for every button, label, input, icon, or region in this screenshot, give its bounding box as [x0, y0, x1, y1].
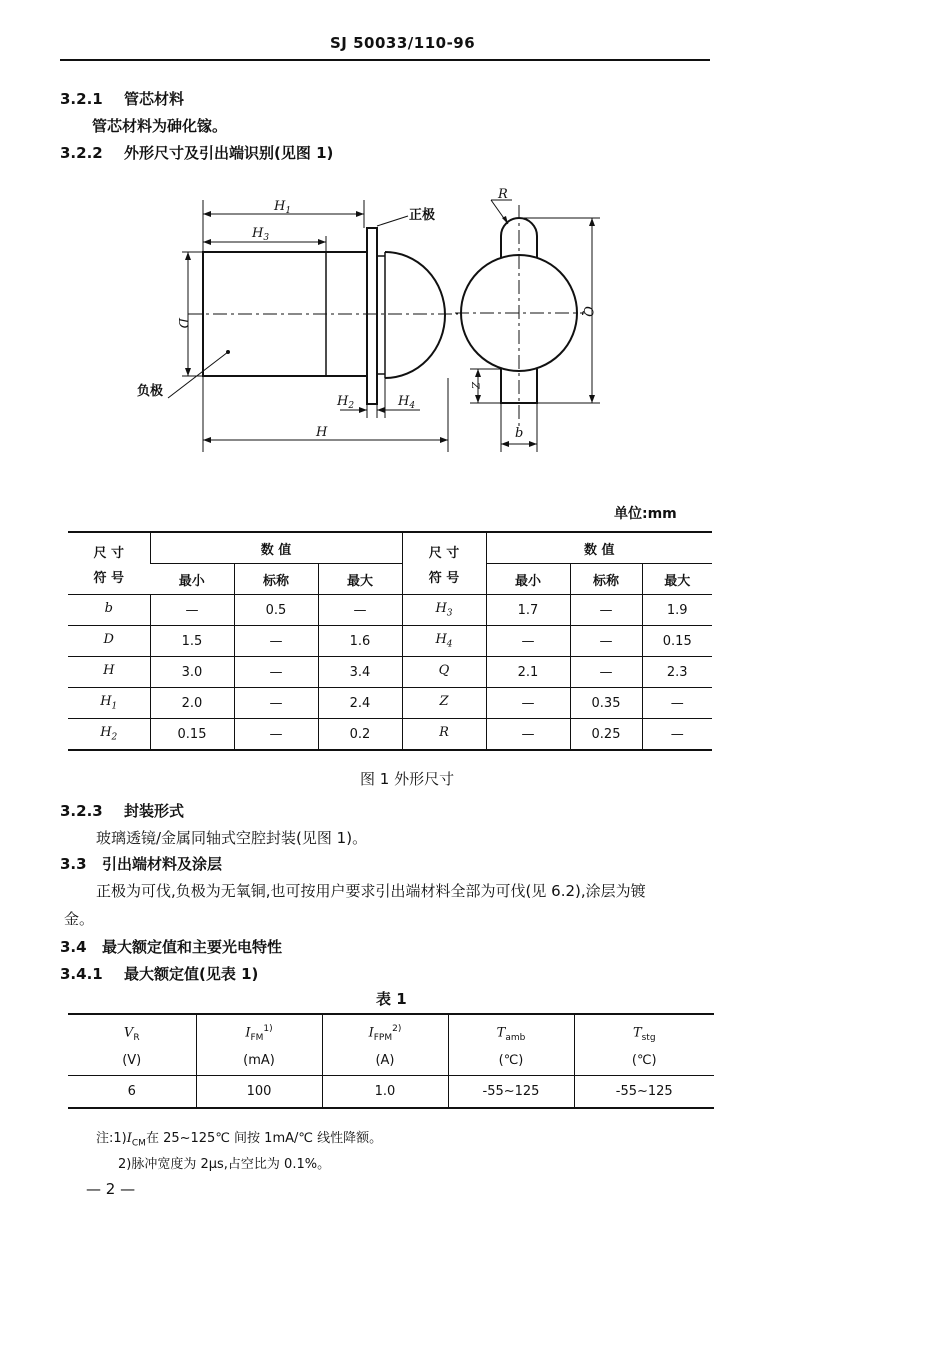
max-cell: 1.6 [318, 626, 402, 657]
label-H: H [316, 425, 328, 440]
symbol-cell: $H_1$ [100, 694, 118, 712]
nom-cell: — [570, 657, 642, 688]
value-cell: 1.0 [322, 1076, 448, 1109]
min-header: 最小 [486, 564, 570, 595]
table-row [68, 719, 712, 751]
label-H4: $H_4$ [398, 394, 416, 411]
value-cell: -55~125 [448, 1076, 574, 1109]
section-3-2-1-body: 管芯材料为砷化镓。 [92, 117, 228, 135]
min-cell: — [486, 626, 570, 657]
section-3-2-3-body: 玻璃透镜/金属同轴式空腔封装(见图 1)。 [96, 829, 368, 847]
min-cell: 1.5 [150, 626, 234, 657]
symbol-cell: D [103, 632, 114, 648]
glass-lens [385, 252, 445, 378]
max-header: 最大 [642, 564, 712, 595]
nom-cell: — [234, 688, 318, 719]
label-Z: Z [469, 382, 480, 389]
section-title: 管芯材料 [124, 90, 185, 108]
min-cell: 2.1 [486, 657, 570, 688]
min-header: 最小 [178, 573, 205, 589]
section-number: 3.4 [60, 938, 87, 956]
section-title: 封装形式 [124, 802, 185, 820]
section-number: 3.2.2 [60, 144, 103, 162]
value-cell: -55~125 [574, 1076, 714, 1109]
section-title: 最大额定值和主要光电特性 [102, 938, 283, 956]
section-3-3-body-line1: 正极为可伐,负极为无氧铜,也可按用户要求引出端材料全部为可伐(见 6.2),涂层为镀 [96, 882, 646, 900]
outline-drawing [0, 0, 950, 470]
label-D: D [175, 318, 190, 329]
max-cell: — [642, 688, 712, 719]
max-cell: 2.4 [318, 688, 402, 719]
label-H1: $H_1$ [274, 199, 292, 216]
symbol-cell: $H_3$ [402, 595, 486, 626]
col-header-vr: $V_R$ (V) [68, 1014, 196, 1076]
table-1-caption: 表 1 [376, 990, 407, 1008]
min-cell: — [150, 595, 234, 626]
dimension-table [68, 531, 712, 751]
values-header: 数 值 [150, 532, 402, 564]
note-1: 注$:1)I_{CM}$在 25~125℃ 间按 1mA/℃ 线性降额。 [96, 1131, 383, 1149]
min-cell: 0.15 [150, 719, 234, 751]
col-header-ifpm: $I_{FPM}^{2)}$ (A) [322, 1014, 448, 1076]
table-row [68, 688, 712, 719]
section-number: 3.2.1 [60, 90, 103, 108]
nom-header: 标称 [234, 564, 318, 595]
note-2: 2)脉冲宽度为 2μs,占空比为 0.1%。 [118, 1157, 331, 1172]
symbol-cell: R [402, 719, 486, 751]
label-negative-lead: 负极 [137, 384, 164, 399]
col-header-tamb: $T_{amb}$ (℃) [448, 1014, 574, 1076]
section-3-4-1-heading [60, 963, 258, 984]
symbol-cell: $H_4$ [402, 626, 486, 657]
section-number: 3.4.1 [60, 965, 103, 983]
max-header: 最大 [318, 564, 402, 595]
symbol-header: 尺 寸 符 号 [93, 545, 125, 586]
table-row [68, 657, 712, 688]
value-cell: 100 [196, 1076, 322, 1109]
max-cell: 3.4 [318, 657, 402, 688]
section-title: 外形尺寸及引出端识别(见图 1) [124, 144, 334, 162]
section-title: 最大额定值(见表 1) [124, 965, 259, 983]
section-number: 3.2.3 [60, 802, 103, 820]
symbol-cell: $H_2$ [100, 725, 118, 743]
max-cell: 2.3 [642, 657, 712, 688]
table-row [68, 1076, 714, 1109]
label-b: b [515, 426, 524, 441]
symbol-cell: Q [402, 657, 486, 688]
values-header: 数 值 [486, 532, 712, 564]
nom-header: 标称 [570, 564, 642, 595]
nom-cell: 0.35 [570, 688, 642, 719]
section-number: 3.3 [60, 855, 87, 873]
nom-cell: 0.5 [234, 595, 318, 626]
min-cell: — [486, 719, 570, 751]
min-cell: 2.0 [150, 688, 234, 719]
nom-cell: 0.25 [570, 719, 642, 751]
nom-cell: — [570, 595, 642, 626]
document-code: SJ 50033/110-96 [330, 34, 476, 52]
value-cell: 6 [127, 1084, 136, 1099]
min-cell: 3.0 [150, 657, 234, 688]
label-Q: Q [580, 306, 595, 317]
col-header-tstg: $T_{stg}$ (℃) [574, 1014, 714, 1076]
max-cell: 0.2 [318, 719, 402, 751]
label-H3: $H_3$ [252, 226, 270, 243]
section-title: 引出端材料及涂层 [102, 855, 223, 873]
nom-cell: — [234, 719, 318, 751]
section-3-3-body-line2: 金。 [64, 910, 95, 928]
max-ratings-table [68, 1013, 714, 1109]
table-row [68, 595, 712, 626]
page-number: — 2 — [86, 1180, 136, 1198]
symbol-header: 尺 寸 符 号 [402, 532, 486, 595]
min-cell: — [486, 688, 570, 719]
symbol-cell: Z [402, 688, 486, 719]
symbol-cell: b [104, 601, 113, 617]
nom-cell: — [234, 626, 318, 657]
col-header-ifm: $I_{FM}^{1)}$ (mA) [196, 1014, 322, 1076]
min-cell: 1.7 [486, 595, 570, 626]
label-R: R [498, 187, 508, 202]
figure-caption: 图 1 外形尺寸 [360, 770, 455, 788]
nom-cell: — [570, 626, 642, 657]
label-H2: $H_2$ [337, 394, 355, 411]
section-3-3-heading [60, 853, 222, 874]
max-cell: 1.9 [642, 595, 712, 626]
max-cell: — [642, 719, 712, 751]
nom-cell: — [234, 657, 318, 688]
max-cell: — [318, 595, 402, 626]
unit-label: 单位:mm [614, 506, 677, 522]
section-3-4-heading [60, 936, 282, 957]
symbol-cell: H [103, 663, 115, 679]
label-positive-lead: 正极 [409, 208, 436, 223]
flange [367, 228, 377, 404]
max-cell: 0.15 [642, 626, 712, 657]
table-row [68, 626, 712, 657]
section-3-2-3-heading [60, 800, 184, 821]
